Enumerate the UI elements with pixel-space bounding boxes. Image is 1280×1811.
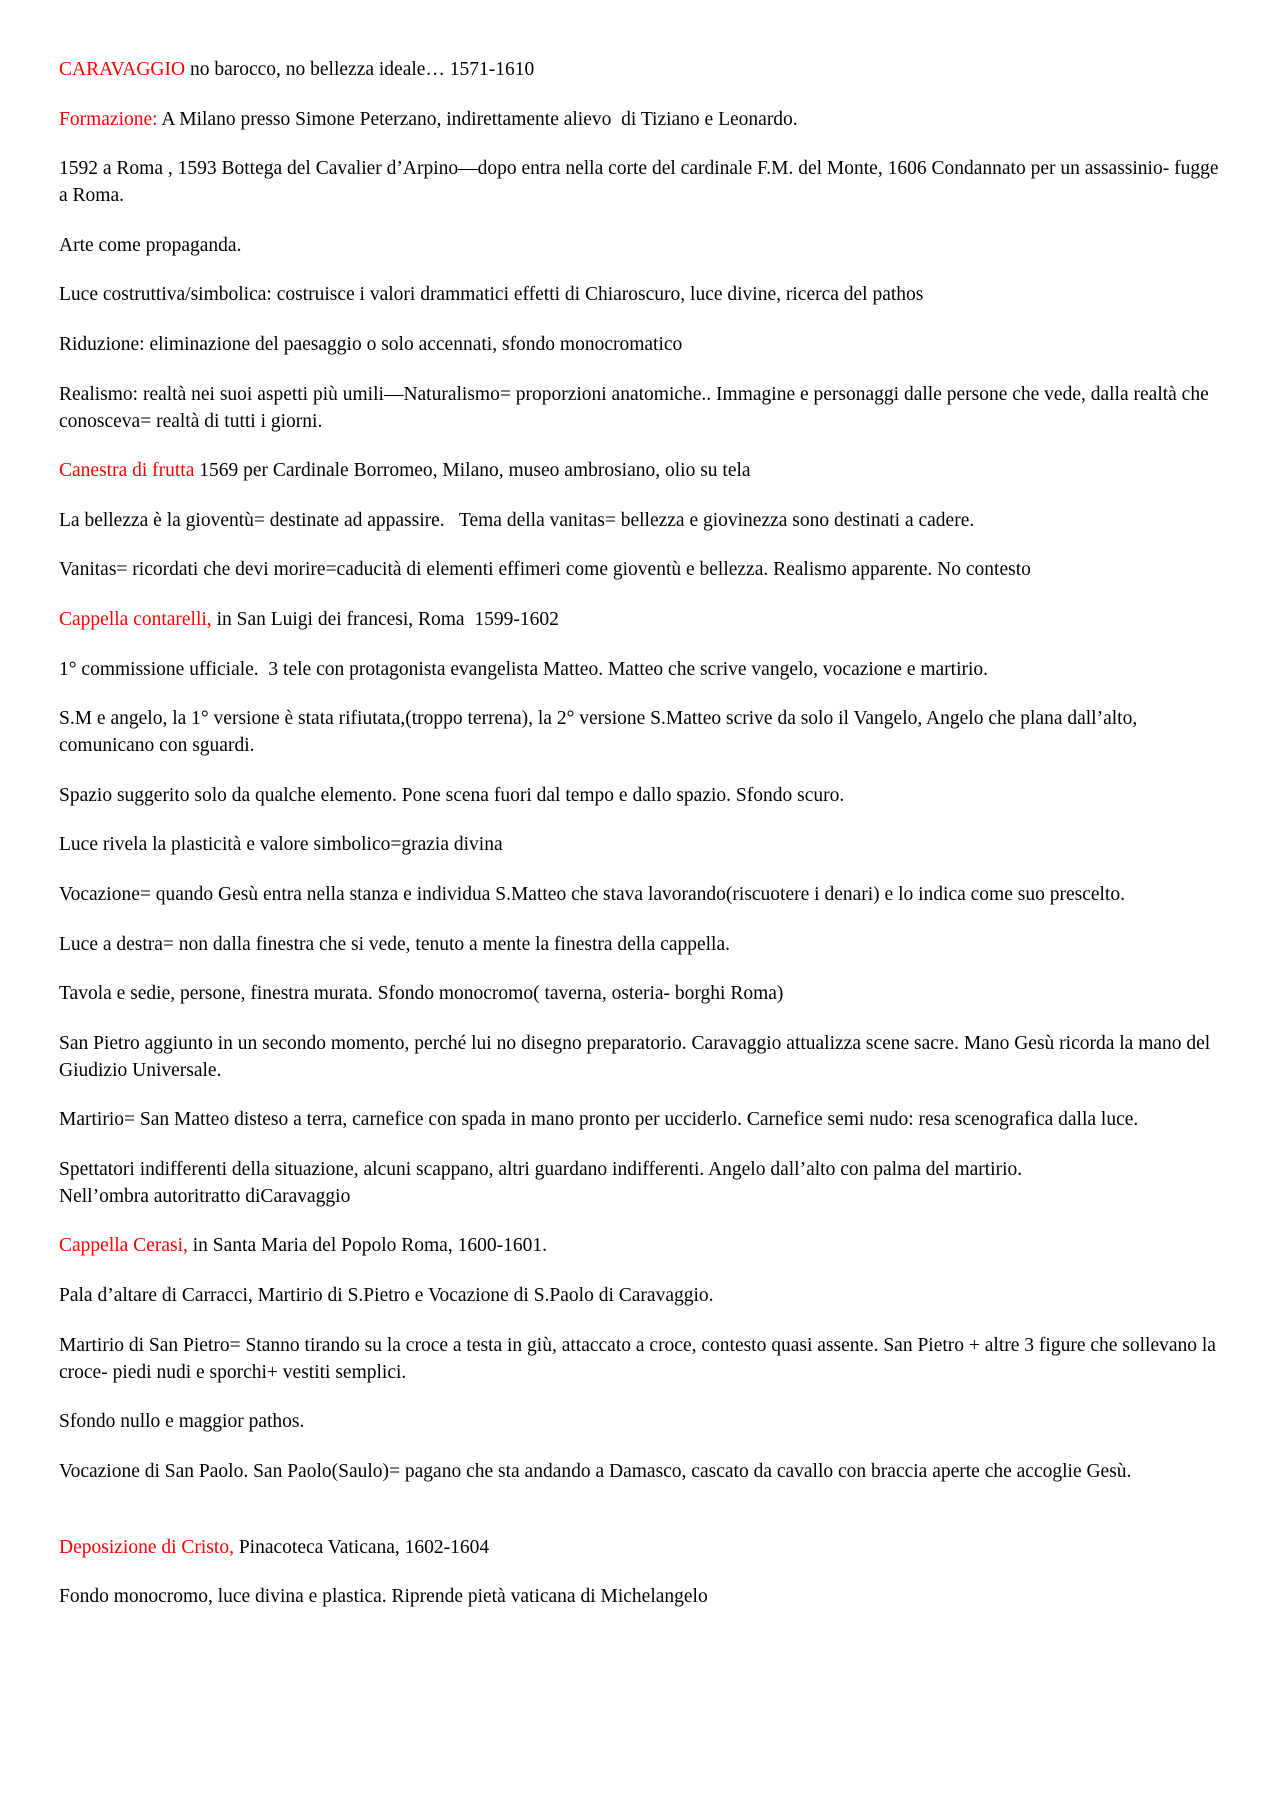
paragraph-text: in San Luigi dei francesi, Roma 1599-1602 [211,608,559,630]
paragraph [59,381,1219,435]
section-heading: Cappella contarelli, [59,608,212,630]
paragraph-text: Martirio= San Matteo disteso a terra, carnefice con spada in mano pronto per ucciderlo. Carnefice semi nudo: resa scenografica dalla luce. [59,1109,1139,1131]
paragraph [59,1106,1219,1133]
paragraph [59,606,1219,633]
paragraph-text: Arte come propaganda. [59,234,242,256]
paragraph [59,1282,1219,1309]
paragraph-text: Sfondo nullo e maggior pathos. [59,1411,305,1433]
paragraph-text: La bellezza è la gioventù= destinate ad appassire. Tema della vanitas= bellezza e giovinezza sono destinati a cadere. [59,509,975,531]
paragraph-text: no barocco, no bellezza ideale… 1571-1610 [185,59,535,80]
paragraph-text: Vocazione= quando Gesù entra nella stanza e individua S.Matteo che stava lavorando(riscuotere i denari) e lo indica come suo prescelto. [59,883,1125,905]
paragraph-text: Martirio di San Pietro= Stanno tirando su la croce a testa in giù, attaccato a croce, contesto quasi assente. San Pietro + altre 3 figure che sollevano la croce- piedi nudi e sporchi+ vestiti semplici. [59,1334,1221,1383]
paragraph-text: S.M e angelo, la 1° versione è stata rifiutata,(troppo terrena), la 2° versione S.Matteo scrive da solo il Vangelo, Angelo che plana dall’alto, comunicano con sguardi. [59,708,1143,757]
paragraph-text: Spazio suggerito solo da qualche elemento. Pone scena fuori dal tempo e dallo spazio. Sfondo scuro. [59,784,845,806]
paragraph [59,980,1219,1007]
paragraph [59,281,1219,308]
paragraph-text: 1592 a Roma , 1593 Bottega del Cavalier d’Arpino—dopo entra nella corte del cardinale F.M. del Monte, 1606 Condannato per un assassinio- fugge a Roma. [59,158,1224,207]
paragraph-text: Vanitas= ricordati che devi morire=caducità di elementi effimeri come gioventù e bellezza. Realismo apparente. No contesto [59,559,1031,581]
paragraph [59,556,1219,583]
paragraph [59,56,1219,83]
paragraph-text: Realismo: realtà nei suoi aspetti più umili—Naturalismo= proporzioni anatomiche.. Immagine e personaggi dalle persone che vede, dalla realtà che conosceva= realtà di tutti i giorni. [59,383,1214,432]
paragraph-text: Spettatori indifferenti della situazione, alcuni scappano, altri guardano indifferenti. Angelo dall’alto con palma del martirio. Nell’ombra autoritratto diCaravaggio [59,1158,1023,1207]
paragraph [59,1458,1219,1485]
paragraph-text: 1° commissione ufficiale. 3 tele con protagonista evangelista Matteo. Matteo che scrive vangelo, vocazione e martirio. [59,658,989,680]
paragraph [59,457,1219,484]
section-heading: Deposizione di Cristo, [59,1536,234,1558]
paragraph [59,507,1219,534]
paragraph [59,106,1219,133]
paragraph [59,931,1219,958]
paragraph-text: Luce rivela la plasticità e valore simbolico=grazia divina [59,834,503,856]
paragraph [59,1232,1219,1259]
paragraph [59,705,1219,759]
paragraph [59,1156,1219,1210]
paragraph [59,782,1219,809]
paragraph [59,1583,1219,1610]
paragraph [59,1030,1219,1084]
paragraph-text: San Pietro aggiunto in un secondo momento, perché lui no disegno preparatorio. Caravaggio attualizza scene sacre. Mano Gesù ricorda la mano del Giudizio Universale. [59,1032,1216,1081]
paragraph-text: in Santa Maria del Popolo Roma, 1600-1601. [187,1235,547,1257]
paragraph-text: Luce a destra= non dalla finestra che si vede, tenuto a mente la finestra della cappella. [59,933,730,955]
paragraph [59,1408,1219,1435]
paragraph [59,831,1219,858]
paragraph [59,155,1224,209]
section-heading: Canestra di frutta [59,460,195,482]
section-heading: Cappella Cerasi, [59,1235,188,1257]
section-heading: CARAVAGGIO [59,59,186,80]
paragraph-text: 1569 per Cardinale Borromeo, Milano, museo ambrosiano, olio su tela [194,460,751,482]
paragraph-text: Pinacoteca Vaticana, 1602-1604 [233,1536,490,1558]
paragraph [59,1332,1219,1386]
paragraph [59,232,1219,259]
paragraph-text: Pala d’altare di Carracci, Martirio di S.Pietro e Vocazione di S.Paolo di Caravaggio. [59,1285,714,1307]
paragraph [59,1534,1219,1561]
paragraph-text: Riduzione: eliminazione del paesaggio o solo accennati, sfondo monocromatico [59,333,683,355]
paragraph-text: Luce costruttiva/simbolica: costruisce i valori drammatici effetti di Chiaroscuro, luce divine, ricerca del pathos [59,284,924,306]
paragraph-text: A Milano presso Simone Peterzano, indirettamente alievo di Tiziano e Leonardo. [157,108,798,130]
section-heading: Formazione: [59,108,158,130]
paragraph [59,656,1219,683]
document-page [59,56,1224,1633]
paragraph [59,881,1219,908]
paragraph [59,331,1219,358]
paragraph-text: Tavola e sedie, persone, finestra murata. Sfondo monocromo( taverna, osteria- borghi Roma) [59,983,784,1005]
paragraph-text: Vocazione di San Paolo. San Paolo(Saulo)= pagano che sta andando a Damasco, cascato da cavallo con braccia aperte che accoglie Gesù. [59,1460,1132,1482]
paragraph-text: Fondo monocromo, luce divina e plastica. Riprende pietà vaticana di Michelangelo [59,1586,708,1608]
